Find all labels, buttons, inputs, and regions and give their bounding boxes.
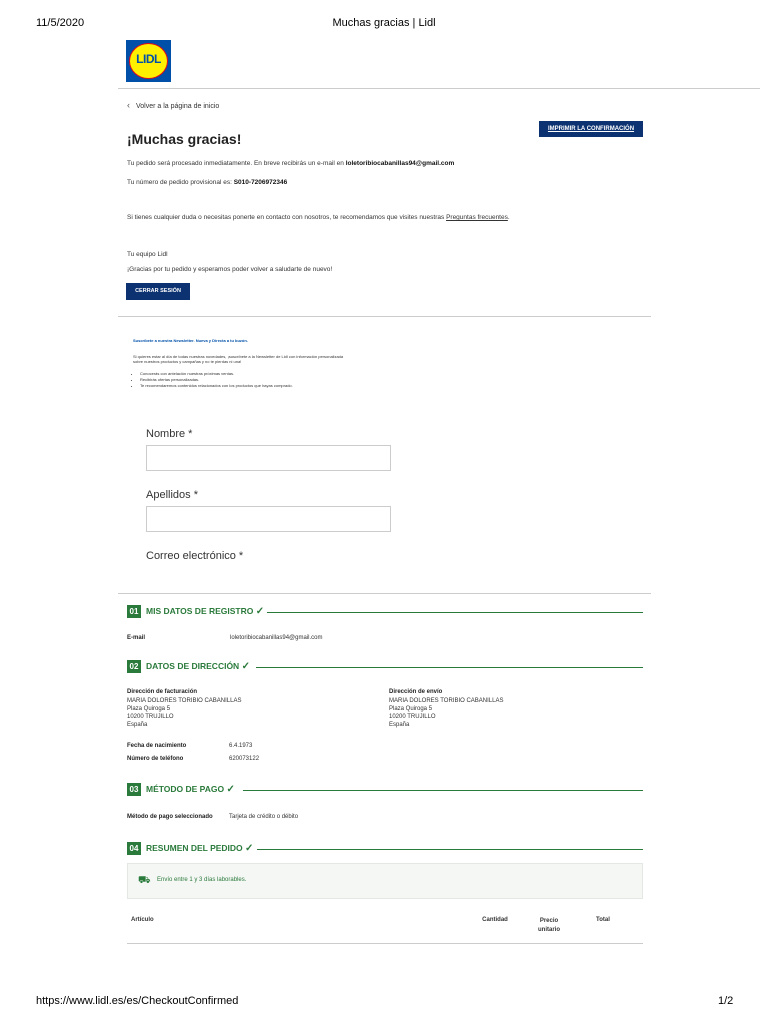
name-input[interactable]: [146, 445, 391, 471]
team-signature: Tu equipo Lidl: [127, 251, 168, 258]
shipping-address-label: Dirección de envío: [389, 689, 443, 695]
list-item: • Conocerás con antelación nuestras próximas ventas.: [140, 371, 293, 377]
column-unit-price: Precio unitario: [538, 918, 560, 933]
back-link-label: Volver a la página de inicio: [136, 103, 220, 110]
newsletter-title: Suscríbete a nuestra Newsletter. Nueva y Directa a tu buzón.: [133, 338, 248, 343]
phone-label: Número de teléfono: [127, 756, 184, 762]
table-divider: [127, 943, 643, 944]
surname-input[interactable]: [146, 506, 391, 532]
shipping-note: Envío entre 1 y 3 días laborables.: [157, 877, 247, 883]
checkmark-icon: ✓: [245, 843, 254, 854]
section-number: 01: [127, 605, 141, 618]
print-confirmation-button[interactable]: IMPRIMIR LA CONFIRMACIÓN: [539, 121, 643, 137]
section-rule: [267, 612, 643, 613]
print-url: https://www.lidl.es/es/CheckoutConfirmed: [36, 995, 239, 1007]
print-page-number: 1/2: [718, 995, 734, 1007]
section-rule: [257, 849, 643, 850]
contact-message: Si tienes cualquier duda o necesitas ponerte en contacto con nosotros, te recomendamos que visites nuestras Preguntas frecuentes.: [127, 214, 510, 221]
processing-message: Tu pedido será procesado inmediatamente. En breve recibirás un e-mail en loletoribiocabanillas94@gmail.com: [127, 160, 455, 167]
order-number: S010-7206972346: [233, 179, 288, 186]
truck-icon: ⛟: [138, 875, 151, 886]
payment-method-label: Método de pago seleccionado: [127, 814, 213, 820]
payment-method-value: Tarjeta de crédito o débito: [229, 814, 299, 820]
email-label: Correo electrónico *: [146, 550, 244, 562]
print-date: 11/5/2020: [36, 17, 85, 29]
section-number: 03: [127, 783, 141, 796]
section-title: MIS DATOS DE REGISTRO: [146, 606, 254, 616]
checkmark-icon: ✓: [241, 661, 250, 672]
print-title: Muchas gracias | Lidl: [332, 17, 436, 29]
lidl-logo[interactable]: [126, 40, 171, 82]
phone-value: 620073122: [229, 756, 260, 762]
content-divider: [118, 316, 651, 317]
section-order-summary: [127, 842, 643, 856]
birth-date-value: 6.4.1973: [229, 743, 253, 749]
surname-label: Apellidos *: [146, 489, 198, 501]
shipping-address: MARIA DOLORES TORIBIO CABANILLAS Plaza Quiroga 5 10200 TRUJILLO España: [389, 698, 504, 728]
form-divider: [118, 593, 651, 594]
column-total: Total: [596, 917, 610, 923]
section-title: DATOS DE DIRECCIÓN: [146, 661, 240, 671]
section-registration: [127, 605, 643, 619]
birth-date-label: Fecha de nacimiento: [127, 743, 187, 749]
billing-address-label: Dirección de facturación: [127, 689, 198, 695]
section-payment: [127, 783, 643, 797]
section-address: [127, 660, 643, 674]
header-divider: [118, 88, 760, 89]
billing-address: MARIA DOLORES TORIBIO CABANILLAS Plaza Quiroga 5 10200 TRUJILLO España: [127, 698, 242, 728]
list-item: • Te recomendaremos contenidos relacionados con los productos que hayas comprado.: [140, 383, 293, 389]
back-to-home-link[interactable]: [127, 100, 219, 110]
newsletter-text: Si quieres estar al día de todas nuestras novedades, ¡suscríbete a la Newsletter de Lidl con información personalizada sobre nuestros productos y campañas y no te pierdas ni una!: [133, 354, 344, 364]
registration-email-value: loletoribiocabanillas94@gmail.com: [230, 635, 323, 641]
section-number: 04: [127, 842, 141, 855]
order-number-message: Tu número de pedido provisional es: S010-7206972346: [127, 179, 288, 186]
faq-link[interactable]: Preguntas frecuentes: [446, 214, 508, 221]
thanks-message: ¡Gracias por tu pedido y esperamos poder volver a saludarte de nuevo!: [127, 266, 333, 273]
newsletter-benefits: [140, 371, 293, 389]
chevron-left-icon: ‹: [127, 100, 130, 110]
page-title: ¡Muchas gracias!: [127, 131, 242, 147]
section-rule: [256, 667, 643, 668]
column-quantity: Cantidad: [482, 917, 508, 923]
section-rule: [243, 790, 643, 791]
checkmark-icon: ✓: [226, 784, 235, 795]
confirmation-email: loletoribiocabanillas94@gmail.com: [345, 160, 455, 167]
checkmark-icon: ✓: [255, 606, 265, 617]
name-label: Nombre *: [146, 428, 193, 440]
section-title: RESUMEN DEL PEDIDO: [146, 843, 243, 853]
logout-button[interactable]: CERRAR SESIÓN: [126, 283, 190, 300]
registration-email-label: E-mail: [127, 635, 146, 641]
column-article: Artículo: [131, 917, 154, 923]
shipping-info-box: [127, 863, 643, 899]
section-title: MÉTODO DE PAGO: [146, 784, 225, 794]
logo-text: LIDL: [136, 52, 161, 66]
section-number: 02: [127, 660, 141, 673]
list-item: • Recibirás ofertas personalizadas.: [140, 377, 293, 383]
